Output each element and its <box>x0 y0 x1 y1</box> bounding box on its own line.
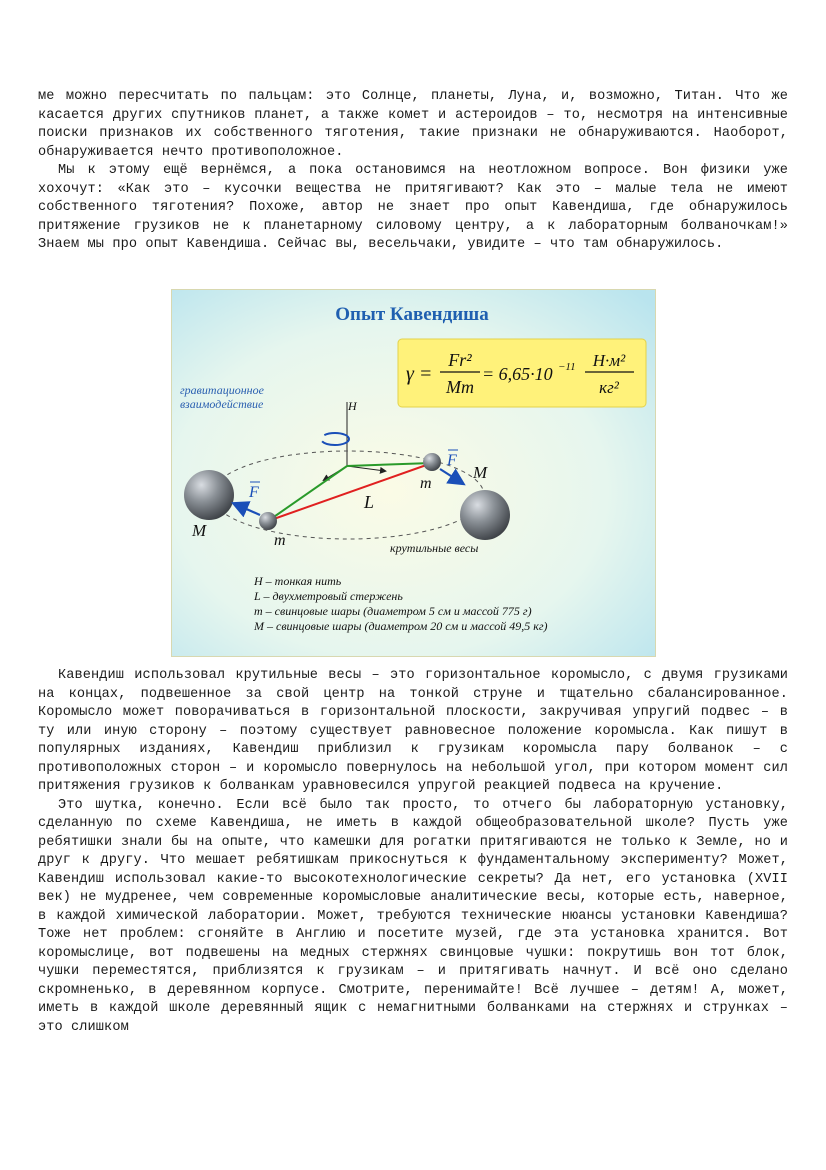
formula-exponent: −11 <box>558 361 576 373</box>
large-ball-left <box>184 470 234 520</box>
top-text-block <box>38 88 788 255</box>
label-H: H <box>348 399 357 413</box>
formula-lhs: γ = <box>406 363 433 385</box>
cavendish-figure <box>171 289 656 657</box>
large-ball-right <box>460 490 510 540</box>
interaction-label-line-1: гравитационное <box>180 383 264 397</box>
paragraph: Кавендиш использовал крутильные весы – это горизонтальное коромысло, с двумя грузиками на концах, подвешенное за свой центр на тонкой струне и тщательно сбалансированное. Коромысло может поворачиваться в горизонтальной плоскости, закручивая упругий подвес – в ту или иную сторону – поэтому существует равновесное положение коромысла. Как пишут в популярных изданиях, Кавендиш приблизил к грузикам коромысла пару болванок – с противоположных сторон – и коромысло повернулось на небольшой угол, при котором момент сил притяжения грузиков к болванкам уравновесился упругой реакцией подвеса на кручение. <box>38 668 788 794</box>
paragraph: ме можно пересчитать по пальцам: это Солнце, планеты, Луна, и, возможно, Титан. Что же касается других спутников планет, а также комет и астероидов – то, несмотря на интенсивные поиски признаков их собственного тяготения, такие признаки не обнаруживаются. Наоборот, обнаруживается нечто противоположное. <box>38 89 788 160</box>
figure-title: Опыт Кавендиша <box>335 304 489 325</box>
legend-item: L – двухметровый стержень <box>254 589 403 603</box>
label-m-right: m <box>420 475 432 492</box>
label-M-left: M <box>192 521 207 540</box>
interaction-label-line-2: взаимодействие <box>180 397 264 411</box>
legend-item: H – тонкая нить <box>254 574 342 588</box>
formula-unit-denominator: кг² <box>599 378 619 397</box>
legend-item: m – свинцовые шары (диаметром 5 см и массой 775 г) <box>254 604 532 618</box>
cavendish-diagram <box>172 290 655 656</box>
formula-value: = 6,65·10 <box>482 364 553 384</box>
paragraph: Мы к этому ещё вернёмся, а пока остановимся на неотложном вопросе. Вон физики уже хохочут: «Как это – кусочки вещества не притягивают? Как это – малые тела не имеют собственного тяготения? Похоже, автор не знает про опыт Кавендиша, где обнаружилось притяжение грузиков не к планетарному силовому центру, а к лабораторным болваночкам!» Знаем мы про опыт Кавендиша. Сейчас вы, весельчаки, увидите – что там обнаружилось. <box>38 163 788 252</box>
formula-unit-numerator: Н·м² <box>592 351 626 370</box>
label-F-left: F <box>249 484 259 501</box>
formula-numerator: Fr² <box>448 350 472 370</box>
paragraph: Это шутка, конечно. Если всё было так просто, то отчего бы лабораторную установку, сделанную по схеме Кавендиша, не иметь в каждой общеобразовательной школе? Пусть уже ребятишки знали бы на опыте, что камешки для рогатки притягиваются не только к Земле, но и друг к другу. Что мешает ребятишкам прикоснуться к фундаментальному эксперименту? Может, Кавендиш использовал какие-то высокотехнологические секреты? Да нет, его установка (XVII век) не мудренее, чем современные коромысловые аналитические весы, которые есть, наверное, в каждой химической лаборатории. Может, требуются технические нюансы установки Кавендиша? Тоже нет проблем: сгоняйте в Англию и посетите музей, где эта установка хранится. Вот коромыслице, вот подвешены на медных стержнях свинцовые чушки: покрутишь вон тот блок, чушки переместятся, приблизятся к грузикам – и притягивать начнут. И всё оно сделано скромненько, в деревянном корпусе. Смотрите, перенимайте! Всё лучшее – детям! А, может, иметь в каждой школе деревянный ящик с немагнитными болванками на стержнях и струнках – это слишком <box>38 797 788 1035</box>
legend-item: M – свинцовые шары (диаметром 20 см и массой 49,5 кг) <box>254 619 548 633</box>
label-m-left: m <box>274 532 286 549</box>
small-ball-right <box>423 453 441 471</box>
torsion-balance-label: крутильные весы <box>390 541 479 555</box>
small-ball-left <box>259 512 277 530</box>
label-L: L <box>364 492 375 512</box>
formula-denominator: Mm <box>446 377 474 397</box>
label-M-right: M <box>473 463 488 482</box>
label-F-right: F <box>447 452 457 469</box>
bottom-text-block <box>38 667 788 1037</box>
